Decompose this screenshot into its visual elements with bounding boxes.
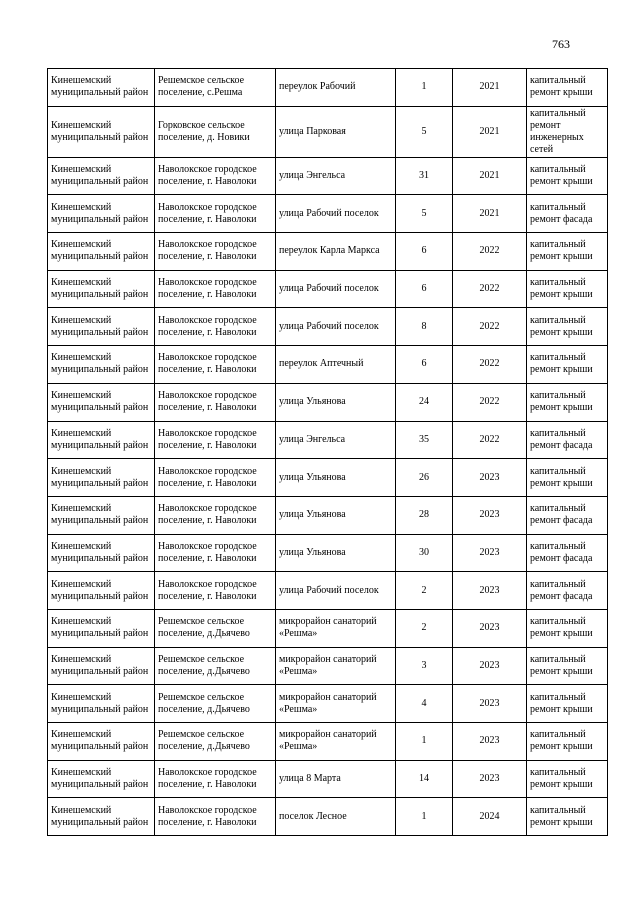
street-cell: улица Рабочий поселок <box>276 572 396 610</box>
district-cell: Кинешемский муниципальный район <box>48 157 155 195</box>
work-type-cell: капитальный ремонт крыши <box>527 383 608 421</box>
district-cell: Кинешемский муниципальный район <box>48 69 155 107</box>
year-cell: 2023 <box>453 496 527 534</box>
year-cell: 2023 <box>453 459 527 497</box>
table-row <box>48 723 608 761</box>
settlement-cell: Наволокское городское поселение, г. Наволоки <box>155 798 276 836</box>
district-cell: Кинешемский муниципальный район <box>48 760 155 798</box>
house-number-cell: 14 <box>396 760 453 798</box>
year-cell: 2023 <box>453 609 527 647</box>
table-row <box>48 270 608 308</box>
year-cell: 2023 <box>453 760 527 798</box>
settlement-cell: Наволокское городское поселение, г. Наволоки <box>155 421 276 459</box>
house-number-cell: 6 <box>396 346 453 384</box>
settlement-cell: Наволокское городское поселение, г. Наволоки <box>155 572 276 610</box>
work-type-cell: капитальный ремонт крыши <box>527 308 608 346</box>
house-number-cell: 2 <box>396 609 453 647</box>
table-body <box>48 69 608 836</box>
year-cell: 2023 <box>453 534 527 572</box>
settlement-cell: Решемское сельское поселение, д.Дьячево <box>155 723 276 761</box>
street-cell: улица Рабочий поселок <box>276 195 396 233</box>
district-cell: Кинешемский муниципальный район <box>48 270 155 308</box>
table-row <box>48 157 608 195</box>
street-cell: улица Ульянова <box>276 459 396 497</box>
table-row <box>48 647 608 685</box>
table-row <box>48 572 608 610</box>
year-cell: 2021 <box>453 195 527 233</box>
work-type-cell: капитальный ремонт фасада <box>527 572 608 610</box>
settlement-cell: Решемское сельское поселение, д.Дьячево <box>155 609 276 647</box>
street-cell: улица 8 Марта <box>276 760 396 798</box>
street-cell: улица Энгельса <box>276 157 396 195</box>
district-cell: Кинешемский муниципальный район <box>48 106 155 157</box>
table-row <box>48 534 608 572</box>
year-cell: 2021 <box>453 69 527 107</box>
repair-schedule-table <box>47 68 608 836</box>
house-number-cell: 26 <box>396 459 453 497</box>
house-number-cell: 5 <box>396 195 453 233</box>
street-cell: поселок Лесное <box>276 798 396 836</box>
district-cell: Кинешемский муниципальный район <box>48 383 155 421</box>
district-cell: Кинешемский муниципальный район <box>48 346 155 384</box>
year-cell: 2023 <box>453 685 527 723</box>
year-cell: 2022 <box>453 346 527 384</box>
house-number-cell: 35 <box>396 421 453 459</box>
work-type-cell: капитальный ремонт крыши <box>527 270 608 308</box>
street-cell: улица Энгельса <box>276 421 396 459</box>
street-cell: улица Парковая <box>276 106 396 157</box>
settlement-cell: Наволокское городское поселение, г. Наволоки <box>155 157 276 195</box>
table-row <box>48 195 608 233</box>
house-number-cell: 1 <box>396 723 453 761</box>
settlement-cell: Наволокское городское поселение, г. Наволоки <box>155 233 276 271</box>
district-cell: Кинешемский муниципальный район <box>48 308 155 346</box>
house-number-cell: 2 <box>396 572 453 610</box>
settlement-cell: Решемское сельское поселение, д.Дьячево <box>155 647 276 685</box>
house-number-cell: 24 <box>396 383 453 421</box>
house-number-cell: 1 <box>396 69 453 107</box>
street-cell: улица Ульянова <box>276 534 396 572</box>
page-number: 763 <box>552 37 570 51</box>
street-cell: улица Рабочий поселок <box>276 270 396 308</box>
settlement-cell: Наволокское городское поселение, г. Наволоки <box>155 459 276 497</box>
table-row <box>48 346 608 384</box>
table-row <box>48 106 608 157</box>
work-type-cell: капитальный ремонт крыши <box>527 69 608 107</box>
street-cell: улица Рабочий поселок <box>276 308 396 346</box>
street-cell: микрорайон санаторий «Решма» <box>276 609 396 647</box>
work-type-cell: капитальный ремонт крыши <box>527 346 608 384</box>
work-type-cell: капитальный ремонт крыши <box>527 647 608 685</box>
work-type-cell: капитальный ремонт фасада <box>527 496 608 534</box>
street-cell: переулок Карла Маркса <box>276 233 396 271</box>
work-type-cell: капитальный ремонт фасада <box>527 421 608 459</box>
house-number-cell: 4 <box>396 685 453 723</box>
year-cell: 2021 <box>453 106 527 157</box>
year-cell: 2023 <box>453 647 527 685</box>
street-cell: микрорайон санаторий «Решма» <box>276 723 396 761</box>
table-row <box>48 69 608 107</box>
district-cell: Кинешемский муниципальный район <box>48 685 155 723</box>
work-type-cell: капитальный ремонт фасада <box>527 534 608 572</box>
settlement-cell: Наволокское городское поселение, г. Наволоки <box>155 383 276 421</box>
work-type-cell: капитальный ремонт крыши <box>527 723 608 761</box>
year-cell: 2023 <box>453 572 527 610</box>
street-cell: улица Ульянова <box>276 383 396 421</box>
street-cell: микрорайон санаторий «Решма» <box>276 685 396 723</box>
district-cell: Кинешемский муниципальный район <box>48 195 155 233</box>
year-cell: 2023 <box>453 723 527 761</box>
work-type-cell: капитальный ремонт крыши <box>527 157 608 195</box>
house-number-cell: 5 <box>396 106 453 157</box>
year-cell: 2022 <box>453 308 527 346</box>
table-row <box>48 685 608 723</box>
district-cell: Кинешемский муниципальный район <box>48 647 155 685</box>
year-cell: 2024 <box>453 798 527 836</box>
house-number-cell: 6 <box>396 270 453 308</box>
district-cell: Кинешемский муниципальный район <box>48 233 155 271</box>
table-row <box>48 308 608 346</box>
settlement-cell: Наволокское городское поселение, г. Наволоки <box>155 346 276 384</box>
work-type-cell: капитальный ремонт крыши <box>527 233 608 271</box>
house-number-cell: 28 <box>396 496 453 534</box>
district-cell: Кинешемский муниципальный район <box>48 459 155 497</box>
district-cell: Кинешемский муниципальный район <box>48 534 155 572</box>
work-type-cell: капитальный ремонт крыши <box>527 459 608 497</box>
district-cell: Кинешемский муниципальный район <box>48 496 155 534</box>
settlement-cell: Наволокское городское поселение, г. Наволоки <box>155 534 276 572</box>
street-cell: переулок Рабочий <box>276 69 396 107</box>
year-cell: 2022 <box>453 270 527 308</box>
year-cell: 2022 <box>453 421 527 459</box>
house-number-cell: 30 <box>396 534 453 572</box>
year-cell: 2022 <box>453 233 527 271</box>
house-number-cell: 31 <box>396 157 453 195</box>
settlement-cell: Наволокское городское поселение, г. Наволоки <box>155 496 276 534</box>
settlement-cell: Наволокское городское поселение, г. Наволоки <box>155 195 276 233</box>
work-type-cell: капитальный ремонт крыши <box>527 609 608 647</box>
house-number-cell: 8 <box>396 308 453 346</box>
settlement-cell: Наволокское городское поселение, г. Наволоки <box>155 760 276 798</box>
district-cell: Кинешемский муниципальный район <box>48 609 155 647</box>
district-cell: Кинешемский муниципальный район <box>48 798 155 836</box>
work-type-cell: капитальный ремонт инженерных сетей <box>527 106 608 157</box>
settlement-cell: Наволокское городское поселение, г. Наволоки <box>155 270 276 308</box>
table-row <box>48 421 608 459</box>
table-row <box>48 609 608 647</box>
work-type-cell: капитальный ремонт крыши <box>527 798 608 836</box>
work-type-cell: капитальный ремонт крыши <box>527 760 608 798</box>
house-number-cell: 6 <box>396 233 453 271</box>
street-cell: переулок Аптечный <box>276 346 396 384</box>
work-type-cell: капитальный ремонт фасада <box>527 195 608 233</box>
district-cell: Кинешемский муниципальный район <box>48 723 155 761</box>
street-cell: микрорайон санаторий «Решма» <box>276 647 396 685</box>
district-cell: Кинешемский муниципальный район <box>48 572 155 610</box>
table-row <box>48 760 608 798</box>
table-row <box>48 383 608 421</box>
settlement-cell: Решемское сельское поселение, с.Решма <box>155 69 276 107</box>
house-number-cell: 3 <box>396 647 453 685</box>
settlement-cell: Наволокское городское поселение, г. Наволоки <box>155 308 276 346</box>
work-type-cell: капитальный ремонт крыши <box>527 685 608 723</box>
district-cell: Кинешемский муниципальный район <box>48 421 155 459</box>
table-row <box>48 233 608 271</box>
year-cell: 2021 <box>453 157 527 195</box>
table-row <box>48 496 608 534</box>
house-number-cell: 1 <box>396 798 453 836</box>
year-cell: 2022 <box>453 383 527 421</box>
table-row <box>48 798 608 836</box>
settlement-cell: Решемское сельское поселение, д.Дьячево <box>155 685 276 723</box>
street-cell: улица Ульянова <box>276 496 396 534</box>
table-row <box>48 459 608 497</box>
settlement-cell: Горковское сельское поселение, д. Новики <box>155 106 276 157</box>
